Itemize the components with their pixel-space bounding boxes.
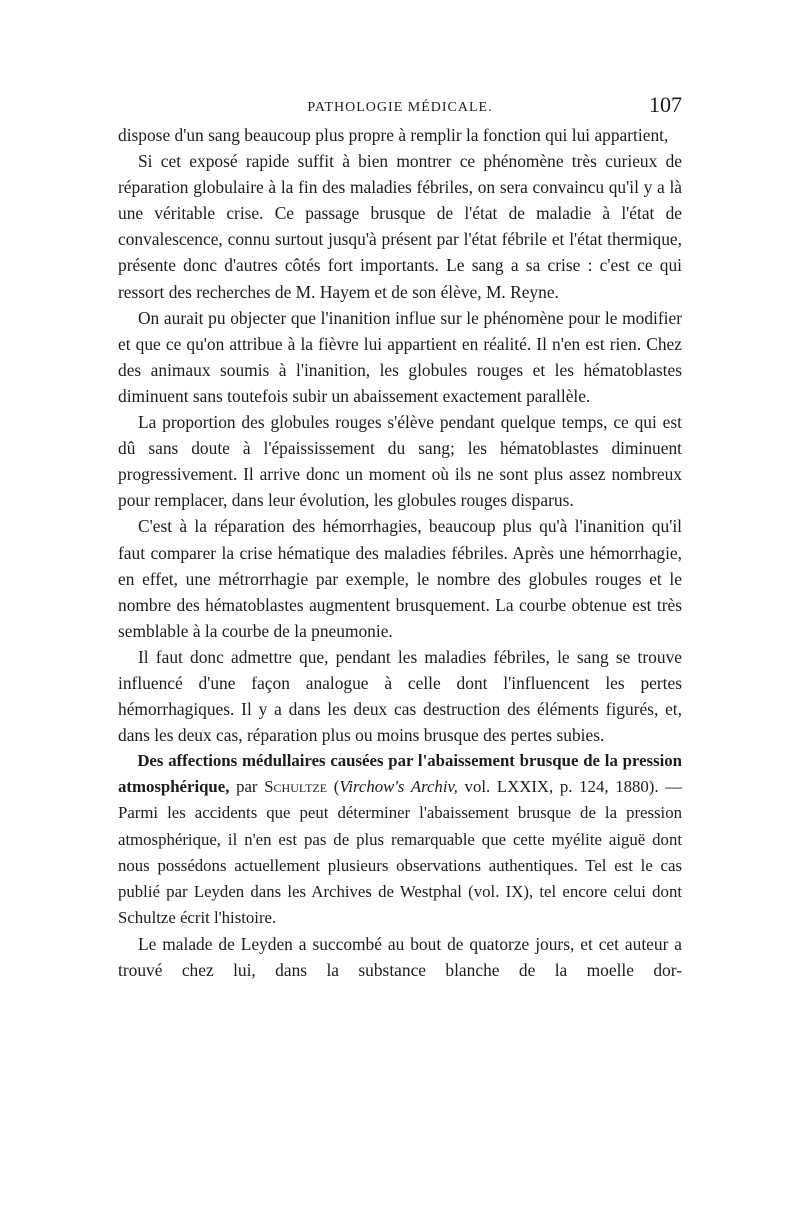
- journal-title: Virchow's Archiv,: [339, 777, 458, 797]
- paren-open: (: [327, 777, 340, 797]
- paragraph-3: On aurait pu objecter que l'inanition influe sur le phénomène pour le modifier et que ce qu'on attribue à la fièvre lui appartient en réalité. Il n'en est rien. Chez des animaux soumis à l'inanition, les globules rouges et les hématoblastes diminuent sans toutefois subir un abaissement exactement parallèle.: [118, 307, 682, 406]
- reference-text: vol. LXXIX, p. 124, 1880). — Parmi les accidents que peut déterminer l'abaissement brusque de la pression atmosphérique, il n'en est pas de plus remarquable que cette myélite aiguë dont nous possédons actuellement plusieurs observations authentiques. Tel est le cas publié par Leyden dans les Archives de Westphal (vol. IX), tel encore celui dont Schultze écrit l'histoire.: [118, 777, 682, 927]
- book-page: [118, 92, 682, 983]
- section-heading: Des affections médullaires causées par l'abaissement brusque de la pression atmosphérique,: [118, 751, 682, 797]
- page-number: 107: [649, 92, 682, 117]
- paragraph-2: Si cet exposé rapide suffit à bien montrer ce phénomène très curieux de réparation globulaire à la fin des maladies fébriles, on sera convaincu qu'il y a là une véritable crise. Ce passage brusque de l'état de maladie à l'état de convalescence, connu surtout jusqu'à présent par l'état fébrile et l'état thermique, présente donc d'autres côtés fort importants. Le sang a sa crise : c'est ce qui ressort des recherches de M. Hayem et de son élève, M. Reyne.: [118, 151, 682, 302]
- paragraph-8: Le malade de Leyden a succombé au bout de quatorze jours, et cet auteur a trouvé chez lui, dans la substance blanche de la moelle dor-: [118, 933, 682, 980]
- paragraph-5: C'est à la réparation des hémorrhagies, beaucoup plus qu'à l'inanition qu'il faut comparer la crise hématique des maladies fébriles. Après une hémorrhagie, en effet, une métrorrhagie par exemple, le nombre des globules rouges et le nombre des hématoblastes augmentent brusquement. La courbe obtenue est très semblable à la courbe de la pneumonie.: [118, 516, 682, 641]
- author-name: Schultze: [264, 777, 328, 797]
- paragraph-7: [118, 748, 682, 931]
- running-title: PATHOLOGIE MÉDICALE.: [307, 100, 493, 115]
- page-header: [118, 92, 682, 122]
- body-text: [118, 122, 682, 983]
- heading-par: par: [229, 777, 265, 797]
- paragraph-4: La proportion des globules rouges s'élève pendant quelque temps, ce qui est dû sans doute à l'épaississement du sang; les hématoblastes diminuent progressivement. Il arrive donc un moment où ils ne sont plus assez nombreux pour remplacer, dans leur évolution, les globules rouges disparus.: [118, 412, 682, 511]
- paragraph-6: Il faut donc admettre que, pendant les maladies fébriles, le sang se trouve influencé d'une façon analogue à celle dont l'influencent les pertes hémorrhagiques. Il y a dans les deux cas destruction des éléments figurés, et, dans les deux cas, réparation plus ou moins brusque des pertes subies.: [118, 646, 682, 746]
- paragraph-1: dispose d'un sang beaucoup plus propre à remplir la fonction qui lui appartient,: [118, 125, 669, 145]
